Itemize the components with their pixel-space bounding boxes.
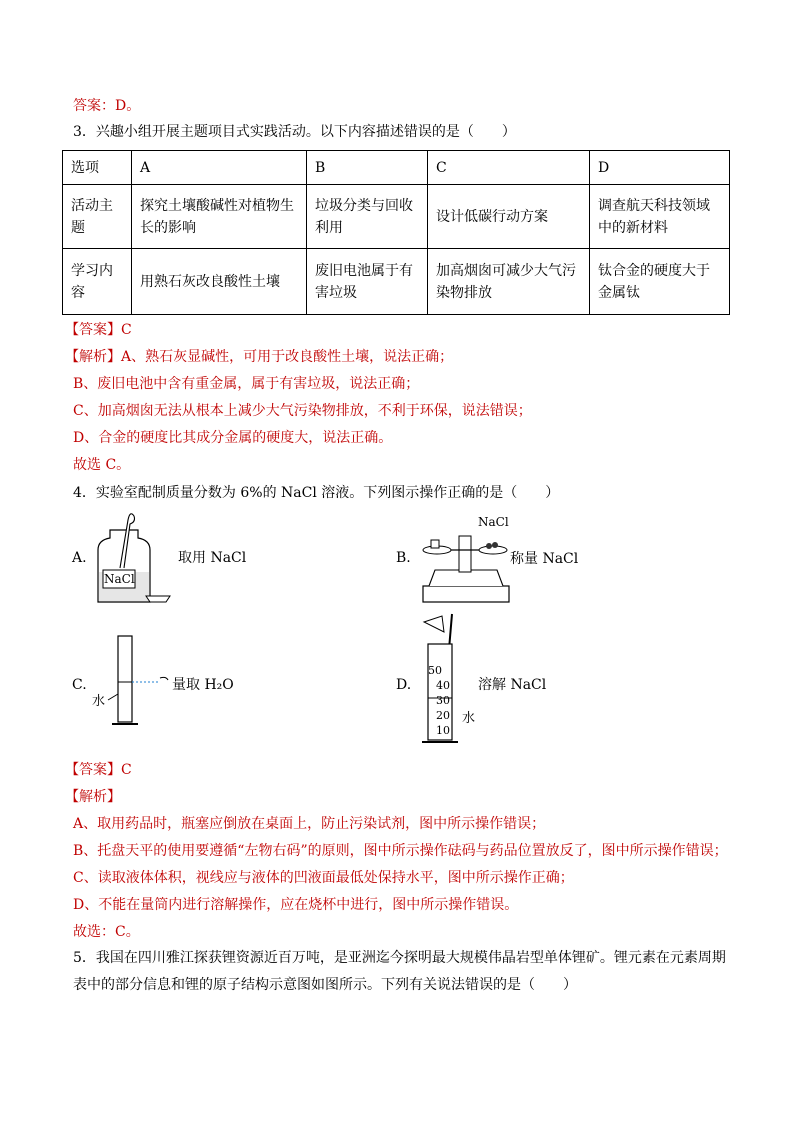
table-cell: 垃圾分类与回收利用 (307, 185, 428, 249)
reagent-bottle-illustration (90, 510, 180, 606)
question-3-table (62, 150, 730, 315)
question-3-analysis-line: B、废旧电池中含有重金属，属于有害垃圾，说法正确； (73, 376, 420, 392)
table-cell: 调查航天科技领域中的新材料 (590, 185, 730, 249)
scale-10: 10 (436, 724, 450, 737)
question-3-analysis-line: D、合金的硬度比其成分金属的硬度大，说法正确。 (73, 430, 393, 446)
question-4-stem: 4．实验室配制质量分数为 6%的 NaCl 溶液。下列图示操作正确的是（ ） (73, 485, 560, 501)
table-header-cell: A (132, 151, 307, 185)
question-4-analysis-line: A、取用药品时，瓶塞应倒放在桌面上，防止污染试剂，图中所示操作错误； (73, 816, 546, 832)
option-a-caption: 取用 NaCl (178, 550, 247, 566)
question-4-analysis-line: D、不能在量筒内进行溶解操作，应在烧杯中进行，图中所示操作错误。 (73, 897, 519, 913)
table-header-cell: C (428, 151, 590, 185)
option-d-caption: 溶解 NaCl (478, 677, 547, 693)
option-d-letter: D. (396, 677, 412, 693)
scale-30: 30 (436, 694, 450, 707)
balance-illustration (415, 528, 515, 606)
scale-40: 40 (436, 679, 450, 692)
table-header-cell: B (307, 151, 428, 185)
table-row (63, 249, 730, 315)
question-4-analysis-tag: 【解析】 (65, 789, 121, 805)
table-header-cell: D (590, 151, 730, 185)
question-5-stem-line-1: 5．我国在四川雅江探获锂资源近百万吨，是亚洲迄今探明最大规模伟晶岩型单体锂矿。锂元素在元素周期 (73, 950, 726, 966)
question-4-conclusion: 故选：C。 (73, 924, 140, 940)
option-b-caption: 称量 NaCl (510, 551, 579, 567)
bottle-label: NaCl (104, 572, 135, 586)
question-3-conclusion: 故选 C。 (73, 457, 131, 473)
question-3-answer: 【答案】C (65, 322, 132, 338)
table-cell: 钛合金的硬度大于金属钛 (590, 249, 730, 315)
question-4-answer: 【答案】C (65, 762, 132, 778)
pan-label: NaCl (478, 515, 509, 529)
option-c-letter: C. (72, 677, 87, 693)
question-3-stem: 3．兴趣小组开展主题项目式实践活动。以下内容描述错误的是（ ） (73, 124, 516, 140)
option-c-caption: 量取 H₂O (172, 677, 234, 693)
table-cell: 探究土壤酸碱性对植物生长的影响 (132, 185, 307, 249)
question-3-analysis-line: C、加高烟囱无法从根本上减少大气污染物排放，不利于环保，说法错误； (73, 403, 532, 419)
table-cell: 设计低碳行动方案 (428, 185, 590, 249)
table-row (63, 185, 730, 249)
analysis-text: A、熟石灰显碱性，可用于改良酸性土壤，说法正确； (121, 349, 454, 365)
scale-20: 20 (436, 709, 450, 722)
scale-50: 50 (428, 664, 442, 677)
question-3-analysis-line (65, 347, 453, 367)
option-a-letter: A. (72, 550, 87, 566)
water-label: 水 (92, 694, 106, 709)
analysis-tag: 【解析】 (65, 349, 121, 365)
table-cell: 学习内容 (63, 249, 132, 315)
table-header-cell: 选项 (63, 151, 132, 185)
question-4-analysis-line: B、托盘天平的使用要遵循“左物右码”的原则，图中所示操作砝码与药品位置放反了，图中所示操作错误； (73, 843, 728, 859)
question-5-stem-line-2: 表中的部分信息和锂的原子结构示意图如图所示。下列有关说法错误的是（ ） (73, 977, 577, 993)
table-header-row (63, 151, 730, 185)
table-cell: 加高烟囱可减少大气污染物排放 (428, 249, 590, 315)
water-label: 水 (462, 711, 476, 726)
option-b-letter: B. (396, 550, 411, 566)
table-cell: 活动主题 (63, 185, 132, 249)
graduated-cylinder-illustration (108, 634, 178, 730)
previous-answer: 答案：D。 (73, 98, 141, 114)
table-cell: 用熟石灰改良酸性土壤 (132, 249, 307, 315)
table-cell: 废旧电池属于有害垃圾 (307, 249, 428, 315)
question-4-analysis-line: C、读取液体体积，视线应与液体的凹液面最低处保持水平，图中所示操作正确； (73, 870, 574, 886)
